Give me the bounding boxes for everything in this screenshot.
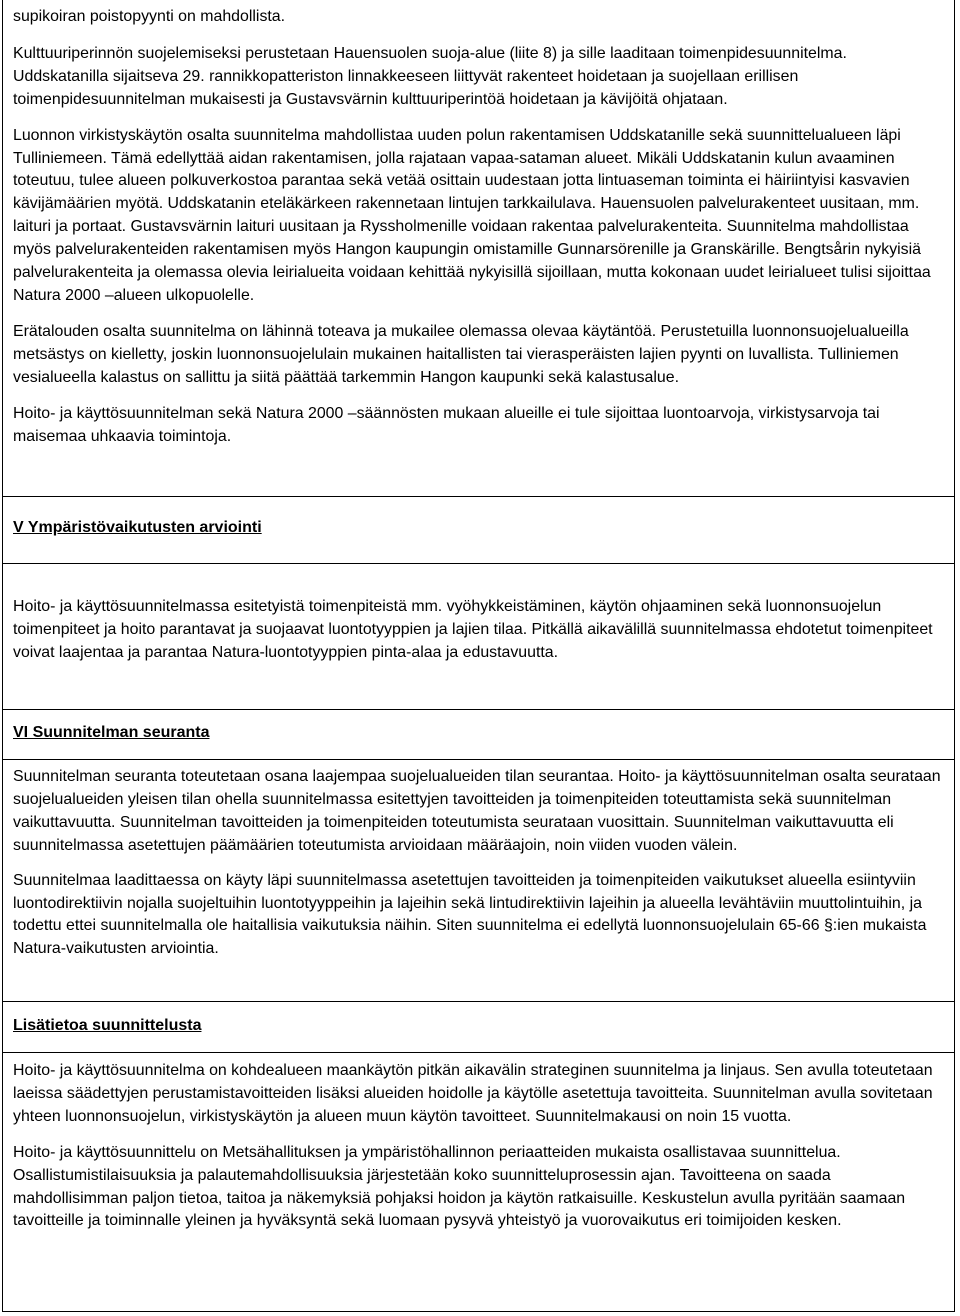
section-v-heading-cell bbox=[3, 517, 954, 539]
section-heading bbox=[13, 517, 946, 539]
paragraph: Kulttuuriperinnön suojelemiseksi perustetaan Hauensuolen suoja-alue (liite 8) ja sille laaditaan toimenpidesuunnitelma. Uddskatanilla sijaitseva 29. rannikkopatteriston linnakkeeseen liittyvät rakenteet hoidetaan ja suojellaan erillisen toimenpidesuunnitelman mukaisesti ja Gustavsvärnin kulttuuriperintöä hoidetaan ja kävijöitä ohjataan. bbox=[13, 44, 847, 108]
section-heading bbox=[13, 722, 946, 744]
section-heading bbox=[13, 1015, 946, 1037]
paragraph: Hoito- ja käyttösuunnitelma on kohdealueen maankäytön pitkän aikavälin strateginen suunnitelma ja linjaus. Sen avulla toteutetaan laeissa säädettyjen perustamistavoitteiden lisäksi alueiden hoidolle ja käytölle asetettuja tavoitteita. Suunnitelman avulla sovitetaan yhteen luonnonsuojelun, virkistyskäytön ja alueen muun käytön tavoitteet. Suunnitelmakausi on noin 15 vuotta. bbox=[13, 1062, 933, 1125]
paragraph: Luonnon virkistyskäytön osalta suunnitelma mahdollistaa uuden polun rakentamisen Uddskatanille sekä suunnittelualueen läpi Tulliniemeen. Tämä edellyttää aidan rakentamisen, jolla rajataan vapaa-sataman alueet. Mikäli Uddskatanin kulun avaaminen toteutuu, tulee alueen polkuverkostoa parantaa sekä vetää osittain uudestaan jotta lintuaseman toiminta ei häiriintyisi kasvavien kävijämäärien myötä. Uddskatanin eteläkärkeen rakennetaan lintujen tarkkailulava. Hauensuolen palvelurakenteet uusitaan, mm. laituri ja portaat. Gustavsvärnin laituri uusitaan ja Ryssholmenille voidaan rakentaa palvelurakenteita. Suunnitelma mahdollistaa myös palvelurakenteiden rakentamisen myös Hangon kaupungin omistamille Gunnarsörenille ja Granskärille. Bengtsårin nykyisiä palvelurakenteita ja olemassa olevia leirialueita voidaan kehittää nykyisillä sijoillaan, mutta kokonaan uudet leirialueet tulisi sijoittaa Natura 2000 –alueen ulkopuolelle. bbox=[13, 126, 931, 304]
section-v-body bbox=[3, 596, 954, 677]
section-vi-body bbox=[3, 766, 954, 973]
info-body bbox=[3, 1060, 954, 1245]
paragraph: Hoito- ja käyttösuunnittelu on Metsähallituksen ja ympäristöhallinnon periaatteiden mukaista osallistavaa suunnittelua. Osallistumistilaisuuksia ja palautemahdollisuuksia järjestetään koko suunnitteluprosessin ajan. Tavoitteena on saada mahdollisimman paljon tietoa, taitoa ja näkemyksiä pohjaksi hoidon ja käytön ratkaisuille. Keskustelun avulla pyritään saamaan tavoitteille ja toiminnalle yleinen ja hyväksyntä sekä luomaan pysyvä yhteistyö ja vuorovaikutus eri toimijoiden kesken. bbox=[13, 1143, 906, 1230]
section-heading-text: Lisätietoa suunnittelusta bbox=[13, 1017, 202, 1034]
paragraph: Hoito- ja käyttösuunnitelmassa esitetyistä toimenpiteistä mm. vyöhykkeistäminen, käytön ohjaaminen sekä luonnonsuojelun toimenpiteet ja hoito parantavat ja suojaavat luontotyyppien ja lajien tilaa. Pitkällä aikavälillä suunnitelmassa ehdotetut toimenpiteet voivat laajentaa ja parantaa Natura-luontotyyppien pinta-alaa ja edustavuutta. bbox=[13, 598, 933, 661]
divider bbox=[3, 496, 954, 497]
info-heading-cell bbox=[3, 1015, 954, 1037]
section-heading-text: V Ympäristövaikutusten arviointi bbox=[13, 519, 262, 536]
divider bbox=[3, 759, 954, 760]
section-vi-heading-cell bbox=[3, 722, 954, 744]
paragraph: Erätalouden osalta suunnitelma on lähinnä toteava ja mukailee olemassa olevaa käytäntöä. Perustetuilla luonnonsuojelualueilla metsästys on kielletty, joskin luonnonsuojelulain mukainen haitallisten tai vierasperäisten lajien pyynti on luvallista. Tulliniemen vesialueella kalastus on sallittu ja siitä päättää tarkemmin Hangon kaupunki sekä kalastusalue. bbox=[13, 322, 909, 386]
divider bbox=[3, 709, 954, 710]
paragraph: Suunnitelman seuranta toteutetaan osana laajempaa suojelualueiden tilan seurantaa. Hoito- ja käyttösuunnitelman osalta seurataan suojelualueiden yleisen tilan ohella suunnitelmassa esitettyjen tavoitteiden ja toimenpiteiden toteuttamista sekä suunnitelman vaikuttavuutta. Suunnitelman tavoitteiden ja toimenpiteiden toteutumista seurataan vuosittain. Suunnitelman vaikuttavuutta eli suunnitelmassa asetettujen päämäärien toteutumista arvioidaan määräajoin, noin viiden vuoden välein. bbox=[13, 768, 941, 854]
divider bbox=[3, 563, 954, 564]
document-table bbox=[2, 0, 955, 1312]
paragraph: Suunnitelmaa laadittaessa on käyty läpi suunnitelmassa asetettujen tavoitteiden ja toimenpiteiden vaikutukset alueella esiintyviin luontodirektiivin nojalla suojeltuihin luontotyyppeihin ja lajeihin sekä lintudirektiivin lajeihin ja alueella levähtäviin muuttolintuihin, ja todettu ettei suunnitelmalla ole haitallisia vaikutuksia näihin. Siten suunnitelma ei edellytä luonnonsuojelulain 65-66 §:ien mukaista Natura-vaikutusten arviointia. bbox=[13, 871, 927, 958]
divider bbox=[3, 1052, 954, 1053]
paragraph: supikoiran poistopyynti on mahdollista. bbox=[13, 8, 286, 25]
section-heading-text: VI Suunnitelman seuranta bbox=[13, 724, 210, 741]
intro-section bbox=[3, 6, 954, 460]
divider bbox=[3, 1001, 954, 1002]
paragraph: Hoito- ja käyttösuunnitelman sekä Natura 2000 –säännösten mukaan alueille ei tule sijoittaa luontoarvoja, virkistysarvoja tai maisemaa uhkaavia toimintoja. bbox=[13, 404, 880, 445]
